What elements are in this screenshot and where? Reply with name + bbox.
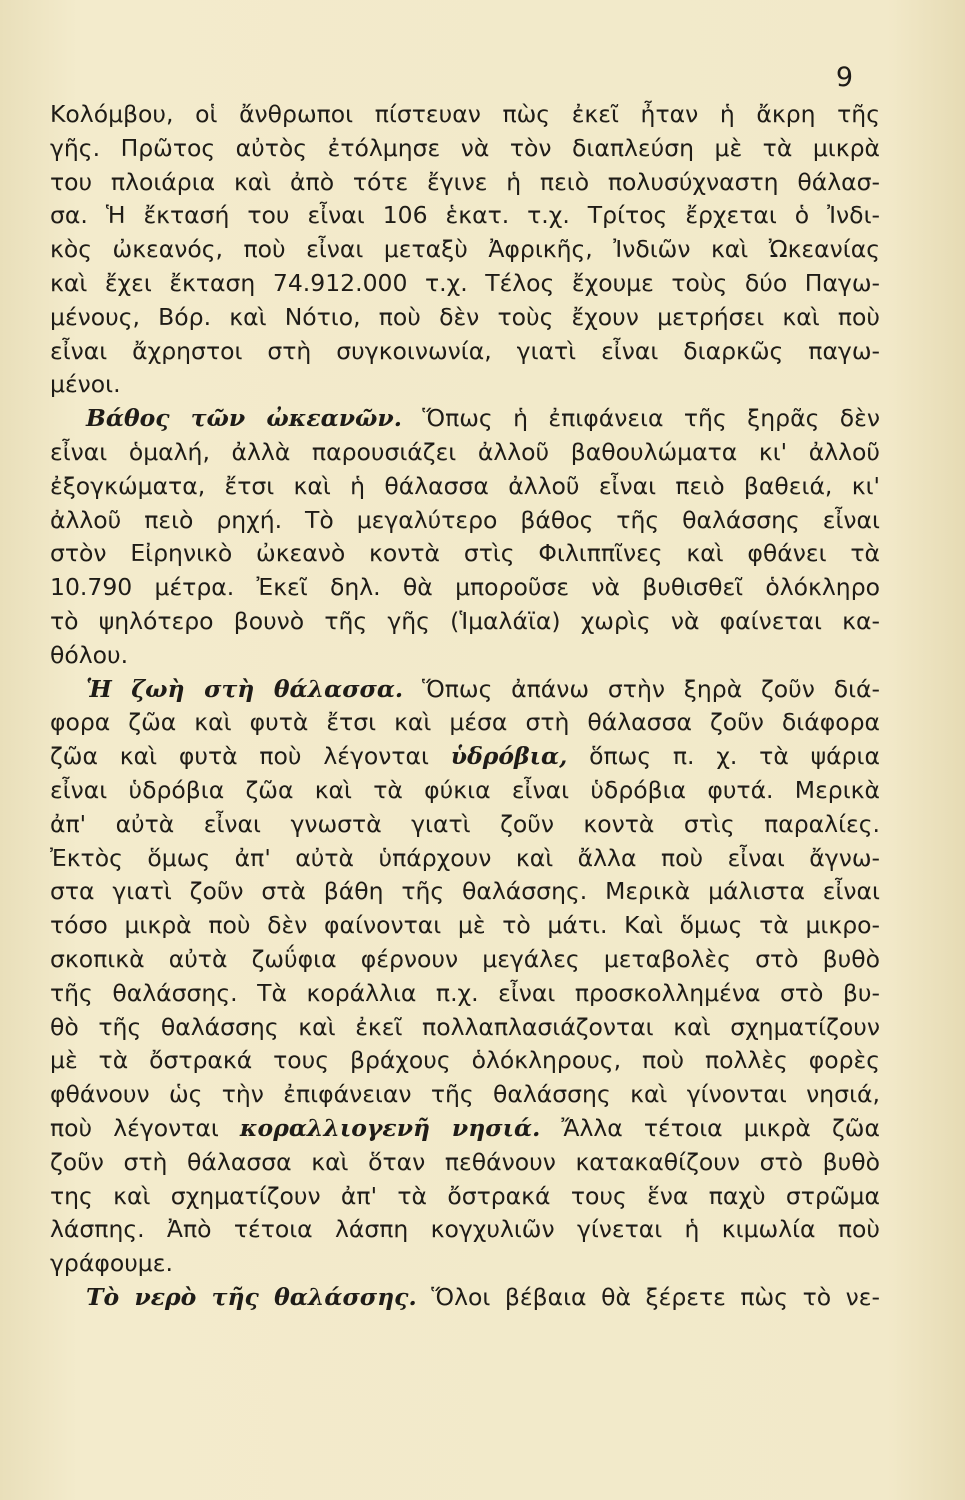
- text-line: ἐξογκώματα, ἔτσι καὶ ἡ θάλασσα ἀλλοῦ εἶναι πειὸ βαθειά, κι': [50, 471, 880, 500]
- text-span: Ὅπως ἡ ἐπιφάνεια τῆς ξηρᾶς δὲν: [422, 404, 880, 433]
- page-number: 9: [835, 62, 853, 93]
- text-line: 10.790 μέτρα. Ἐκεῖ δηλ. θὰ μποροῦσε νὰ βυθισθεῖ ὁλόκληρο: [50, 573, 880, 602]
- text-span: ζῶα καὶ φυτὰ ποὺ λέγονται: [50, 742, 429, 771]
- text-line: γῆς. Πρῶτος αὐτὸς ἐτόλμησε νὰ τὸν διαπλεύση μὲ τὰ μικρὰ: [50, 133, 880, 162]
- emphasized-term: κοραλλιογενῆ νησιά.: [239, 1113, 541, 1142]
- text-line: Ἐκτὸς ὅμως ἀπ' αὐτὰ ὑπάρχουν καὶ ἄλλα ποὺ εἶναι ἄγνω-: [50, 843, 880, 872]
- text-line: σα. Ἡ ἔκτασή του εἶναι 106 ἑκατ. τ.χ. Τρίτος ἔρχεται ὁ Ἰνδι-: [50, 201, 880, 230]
- text-line: τόσο μικρὰ ποὺ δὲν φαίνονται μὲ τὸ μάτι. Καὶ ὅμως τὰ μικρο-: [50, 911, 880, 940]
- text-line: τῆς θαλάσσης. Τὰ κοράλλια π.χ. εἶναι προσκολλημένα στὸ βυ-: [50, 978, 880, 1007]
- text-line: μὲ τὰ ὄστρακά τους βράχους ὁλόκληρους, ποὺ πολλὲς φορὲς: [50, 1046, 880, 1075]
- text-line: [50, 1112, 880, 1146]
- text-line: φθάνουν ὡς τὴν ἐπιφάνειαν τῆς θαλάσσης καὶ γίνονται νησιά,: [50, 1080, 880, 1109]
- text-line: σκοπικὰ αὐτὰ ζωΰφια φέρνουν μεγάλες μεταβολὲς στὸ βυθὸ: [50, 944, 880, 973]
- text-line: μένους, Βόρ. καὶ Νότιο, ποὺ δὲν τοὺς ἔχουν μετρήσει καὶ ποὺ: [50, 302, 880, 331]
- section-first-line: [50, 402, 880, 436]
- text-line: εἶναι ἄχρηστοι στὴ συγκοινωνία, γιατὶ εἶναι διαρκῶς παγω-: [50, 336, 880, 365]
- text-line: του πλοιάρια καὶ ἀπὸ τότε ἔγινε ἡ πειὸ πολυσύχναστη θάλασ-: [50, 167, 880, 196]
- text-line: ζοῦν στὴ θάλασσα καὶ ὅταν πεθάνουν κατακαθίζουν στὸ βυθὸ: [50, 1147, 880, 1176]
- page-body-text: [50, 98, 880, 1315]
- text-line: μένοι.: [50, 370, 121, 399]
- text-line: ἀλλοῦ πειὸ ρηχή. Τὸ μεγαλύτερο βάθος τῆς θαλάσσης εἶναι: [50, 505, 880, 534]
- text-line: κὸς ὠκεανός, ποὺ εἶναι μεταξὺ Ἀφρικῆς, Ἰνδιῶν καὶ Ὠκεανίας: [50, 235, 880, 264]
- text-span: ποὺ λέγονται: [50, 1113, 219, 1142]
- text-line: καὶ ἔχει ἔκταση 74.912.000 τ.χ. Τέλος ἔχουμε τοὺς δύο Παγω-: [50, 268, 880, 297]
- text-line: Κολόμβου, οἱ ἄνθρωποι πίστευαν πὼς ἐκεῖ ἦταν ἡ ἄκρη τῆς: [50, 100, 880, 128]
- text-line: θὸ τῆς θαλάσσης καὶ ἐκεῖ πολλαπλασιάζονται καὶ σχηματίζουν: [50, 1012, 880, 1041]
- text-line: της καὶ σχηματίζουν ἀπ' τὰ ὄστρακά τους ἕνα παχὺ στρῶμα: [50, 1181, 880, 1210]
- text-line: θόλου.: [50, 640, 129, 669]
- text-line: [50, 740, 880, 774]
- text-span: Ὅπως ἀπάνω στὴν ξηρὰ ζοῦν διά-: [421, 674, 880, 703]
- text-span: Ἄλλα τέτοια μικρὰ ζῶα: [561, 1113, 880, 1142]
- text-line: τὸ ψηλότερο βουνὸ τῆς γῆς (Ἱμαλάϊα) χωρὶς νὰ φαίνεται κα-: [50, 606, 880, 635]
- text-line: στὸν Εἰρηνικὸ ὠκεανὸ κοντὰ στὶς Φιλιππῖνες καὶ φθάνει τὰ: [50, 539, 880, 568]
- section-heading-sea-life: Ἡ ζωὴ στὴ θάλασσα.: [86, 674, 404, 703]
- text-span: ὅπως π. χ. τὰ ψάρια: [589, 742, 880, 771]
- text-line: φορα ζῶα καὶ φυτὰ ἔτσι καὶ μέσα στὴ θάλασσα ζοῦν διάφορα: [50, 708, 880, 737]
- section-heading-depth: Βάθος τῶν ὠκεανῶν.: [86, 404, 402, 433]
- text-line: ἀπ' αὐτὰ εἶναι γνωστὰ γιατὶ ζοῦν κοντὰ στὶς παραλίες.: [50, 809, 880, 838]
- text-span: Ὅλοι βέβαια θὰ ξέρετε πὼς τὸ νε-: [431, 1282, 880, 1311]
- section-heading-sea-water: Τὸ νερὸ τῆς θαλάσσης.: [86, 1282, 417, 1311]
- emphasized-term: ὑδρόβια,: [450, 742, 568, 771]
- text-line: εἶναι ὑδρόβια ζῶα καὶ τὰ φύκια εἶναι ὑδρόβια φυτά. Μερικὰ: [50, 775, 880, 804]
- section-first-line: [50, 673, 880, 707]
- text-line: λάσπης. Ἀπὸ τέτοια λάσπη κογχυλιῶν γίνεται ἡ κιμωλία ποὺ: [50, 1215, 880, 1244]
- section-first-line: [50, 1281, 880, 1315]
- text-line: εἶναι ὁμαλή, ἀλλὰ παρουσιάζει ἀλλοῦ βαθουλώματα κι' ἀλλοῦ: [50, 437, 880, 466]
- text-line: γράφουμε.: [50, 1249, 173, 1278]
- text-line: στα γιατὶ ζοῦν στὰ βάθη τῆς θαλάσσης. Μερικὰ μάλιστα εἶναι: [50, 877, 880, 906]
